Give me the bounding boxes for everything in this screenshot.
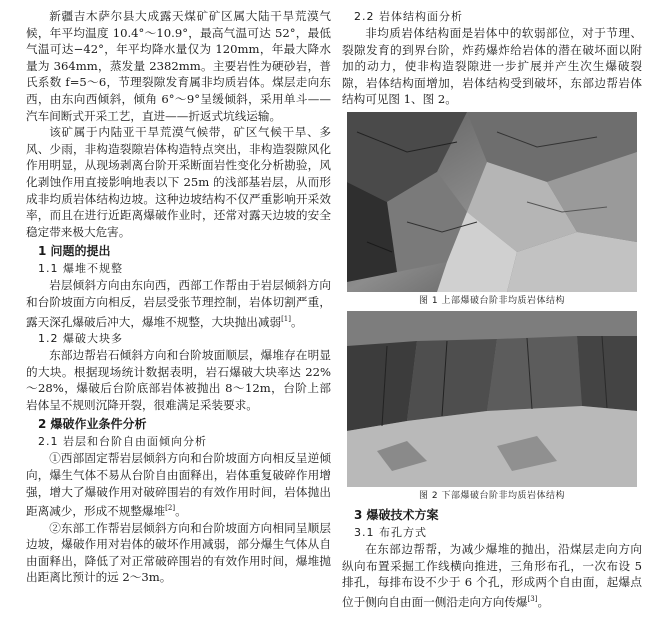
section-heading-3: 3 爆破技术方案 bbox=[354, 507, 439, 522]
paragraph-hole-layout-end: 。 bbox=[537, 594, 550, 609]
right-column bbox=[342, 8, 642, 610]
section-heading-1: 1 问题的提出 bbox=[38, 244, 111, 259]
subsection-heading-1-2: 1.2 爆破大块多 bbox=[38, 331, 123, 345]
paragraph-boulders: 东部边帮岩石倾斜方向和台阶坡面顺层，爆堆存在明显的大块。根据现场统计数据表明，岩石爆破大块率达 22%～28%，爆破后台阶底部岩体被抛出 8～12m，台阶上部岩体呈不规则沉降开裂，很难满足采装要求。 bbox=[26, 347, 331, 412]
rock-face-upper-image bbox=[347, 112, 637, 292]
citation-3: [3] bbox=[527, 594, 538, 603]
paragraph-muckpile bbox=[26, 277, 331, 330]
paragraph-west-wall-text: ①西部固定帮岩层倾斜方向和台阶坡面方向相反呈逆倾向，爆生气体不易从台阶自由面释出，岩体重复破碎作用增强，增大了爆破作用对破碎围岩的有效作用时间，岩体抛出距离减少，形成不规整爆堆 bbox=[26, 451, 331, 518]
paragraph-muckpile-end: 。 bbox=[291, 314, 303, 329]
figure-1-photo bbox=[347, 112, 637, 292]
subsection-heading-2-1: 2.1 岩层和台阶自由面倾向分析 bbox=[38, 435, 207, 449]
figure-2-caption: 图 2 下部爆破台阶非均质岩体结构 bbox=[419, 490, 565, 501]
figure-1-caption: 图 1 上部爆破台阶非均质岩体结构 bbox=[419, 295, 565, 306]
subsection-heading-2-2: 2.2 岩体结构面分析 bbox=[354, 10, 463, 23]
citation-1: [1] bbox=[281, 314, 291, 323]
subsection-heading-1-1: 1.1 爆堆不规整 bbox=[38, 262, 123, 276]
section-heading-2: 2 爆破作业条件分析 bbox=[38, 417, 147, 432]
left-column bbox=[26, 8, 331, 586]
paragraph-west-wall bbox=[26, 450, 331, 519]
paragraph-muckpile-text: 岩层倾斜方向由东向西，西部工作帮由于岩层倾斜方向和台阶坡面方向相反，岩层受张节理控制，岩体切割严重，露天深孔爆破后冲大，爆堆不规整，大块抛出减弱 bbox=[26, 278, 331, 329]
paragraph-structure-plane: 非均质岩体结构面是岩体中的软弱部位，对于节理、裂隙发育的到界台阶，炸药爆炸给岩体的潜在破坏面以附加的动力，使非构造裂隙进一步扩展并产生次生爆破裂隙，岩体结构面增加，岩体结构受到破坏，东部边帮岩体结构可见图 1、图 2。 bbox=[342, 26, 642, 107]
paragraph-east-wall: ②东部工作帮岩层倾斜方向和台阶坡面方向相同呈顺层边坡，爆破作用对岩体的破坏作用减弱，部分爆生气体从自由面释出，降低了对正常破碎围岩的有效作用时间，爆堆抛出距离比预计的远 2～3m。 bbox=[26, 520, 331, 585]
rock-face-lower-image bbox=[347, 311, 637, 487]
paragraph-hole-layout bbox=[342, 541, 642, 610]
paragraph-intro: 新疆吉木萨尔县大成露天煤矿矿区属大陆干旱荒漠气候，年平均温度 10.4°～10.9°，最高气温可达 52°，最低气温可达−42°，年平均降水量仅为 120mm，年最大降水量为 364mm，蒸发量 2382mm。主要岩性为硬砂岩，普氏系数 f=5～6，节理裂隙发育属非均质岩体。煤层走向东西，由东向西倾斜，倾角 6°～9°呈缓倾斜，采用单斗——汽车间断式开采工艺，直进——折返式坑线运输。 bbox=[26, 9, 331, 123]
paragraph-west-wall-end: 。 bbox=[175, 503, 187, 518]
subsection-heading-3-1: 3.1 布孔方式 bbox=[354, 525, 427, 539]
paragraph-hole-layout-text: 在东部边帮帮，为减少爆堆的抛出，沿煤层走向方向纵向布置采掘工作线横向推进，三角形布孔，一次布设 5 排孔，每排布设不少于 6 个孔，形成两个自由面，起爆点位于侧向自由面一侧沿走向方向传爆 bbox=[342, 541, 642, 609]
paragraph-climate: 该矿属于内陆亚干旱荒漠气候带，矿区气候干旱、多风、少雨，非构造裂隙岩体构造特点突出，非构造裂隙风化作用明显，从现场剥离台阶开采断面岩性变化分析勘验，风化剥蚀作用直接影响地表以下 25m 的浅部基岩层，从而形成非均质岩体结构边坡。这种边坡结构不仅严重影响开采效率，而且在进行近距离爆破作业时，还常对露天边坡的安全稳定带来极大危害。 bbox=[26, 125, 331, 239]
figure-2-photo bbox=[347, 311, 637, 487]
citation-2: [2] bbox=[165, 504, 176, 513]
